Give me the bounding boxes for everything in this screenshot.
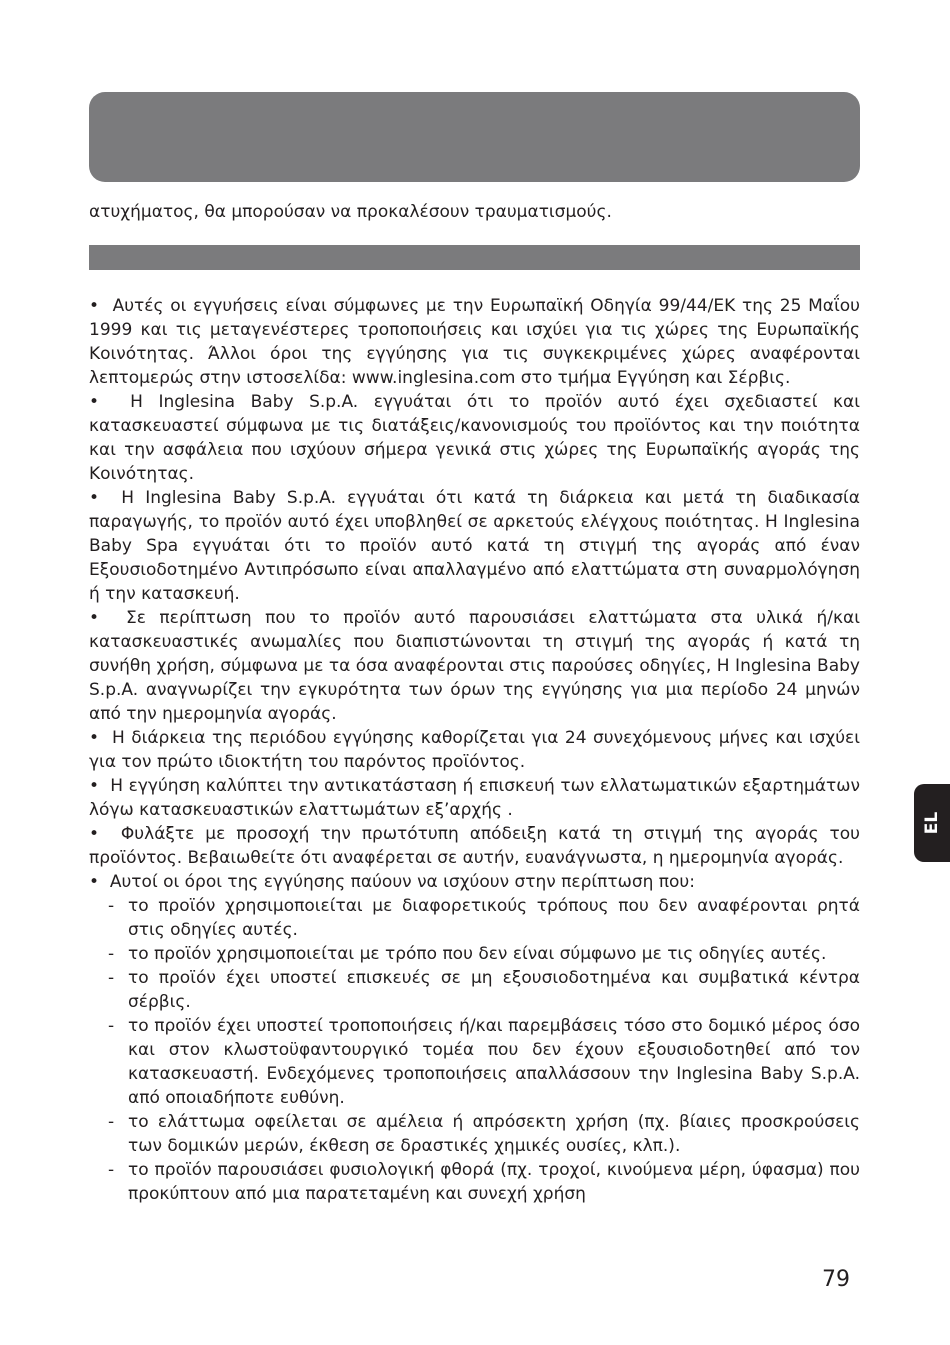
bullet-icon: • [89, 824, 100, 844]
list-item-text: το προϊόν έχει υποστεί επισκευές σε μη εξουσιοδοτημένα και συμβατικά κέντρα σέρβις. [128, 968, 860, 1012]
list-item [89, 894, 860, 942]
paragraph-text: Αυτοί οι όροι της εγγύησης παύουν να ισχύουν στην περίπτωση που: [109, 872, 695, 892]
dash-icon: - [108, 896, 115, 916]
bullet-icon: • [89, 608, 100, 628]
intro-text: ατυχήματος, θα μπορούσαν να προκαλέσουν τραυματισμούς. [89, 202, 612, 222]
paragraph-text: Η διάρκεια της περιόδου εγγύησης καθορίζεται για 24 συνεχόμενους μήνες και ισχύει για τον πρώτο ιδιοκτήτη του παρόντος προϊόντος. [89, 728, 860, 772]
list-item [89, 1158, 860, 1206]
exclusions-list [89, 894, 860, 1206]
warranty-content [89, 294, 860, 1206]
list-item-text: το προϊόν χρησιμοποιείται με διαφορετικούς τρόπους που δεν αναφέρονται ρητά στις οδηγίες αυτές. [128, 896, 860, 940]
list-item [89, 1014, 860, 1110]
paragraph [89, 390, 860, 486]
paragraph [89, 606, 860, 726]
list-item-text: το ελάττωμα οφείλεται σε αμέλεια ή απρόσεκτη χρήση (πχ. βίαιες προσκρούσεις των δομικών μερών, έκθεση σε δραστικές χημικές ουσίες, κλπ.). [128, 1112, 860, 1156]
language-tab-label: EL [921, 811, 942, 835]
paragraph [89, 294, 860, 390]
bullet-icon: • [89, 728, 100, 748]
list-item [89, 1110, 860, 1158]
paragraph-text: Αυτές οι εγγυήσεις είναι σύμφωνες με την Ευρωπαϊκή Οδηγία 99/44/ΕΚ της 25 Μαΐου 1999 και τις μεταγενέστερες τροποποιήσεις και ισχύει για τις χώρες της Ευρωπαϊκής Κοινότητας. Άλλοι όροι της εγγύησης για τις συγκεκριμένες χώρες αναφέρονται λεπτομερώς στην ιστοσελίδα: www.inglesina.com στο τμήμα Εγγύηση και Σέρβις. [89, 296, 861, 388]
dash-icon: - [108, 1016, 115, 1036]
bullet-icon: • [89, 776, 100, 796]
bullet-icon: • [89, 296, 100, 316]
bullet-icon: • [89, 872, 100, 892]
paragraph [89, 486, 860, 606]
dash-icon: - [108, 944, 115, 964]
paragraph-text: Η Inglesina Baby S.p.A. εγγυάται ότι το προϊόν αυτό έχει σχεδιαστεί και κατασκευαστεί σύμφωνα με τις διατάξεις/κανονισμούς του προϊόντος και την ποιότητα και την ασφάλεια που ισχύουν σήμερα γενικά στις χώρες της Ευρωπαϊκής αγοράς της Κοινότητας. [89, 392, 860, 484]
page-number: 79 [822, 1267, 850, 1292]
language-tab [914, 784, 950, 862]
paragraph [89, 774, 860, 822]
list-item-text: το προϊόν παρουσιάσει φυσιολογική φθορά (πχ. τροχοί, κινούμενα μέρη, ύφασμα) που προκύπτουν από μια παρατεταμένη και συνεχή χρήση [128, 1160, 860, 1204]
bullet-icon: • [89, 392, 100, 412]
paragraph [89, 726, 860, 774]
paragraph-text: Σε περίπτωση που το προϊόν αυτό παρουσιάσει ελαττώματα στα υλικά ή/και κατασκευαστικές ανωμαλίες που διαπιστώνονται τη στιγμή της αγοράς ή κατά τη συνήθη χρήση, σύμφωνα με τα όσα αναφέρονται στις παρούσες οδηγίες, Η Inglesina Baby S.p.A. αναγνωρίζει την εγκυρότητα των όρων της εγγύησης για μια περίοδο 24 μηνών από την ημερομηνία αγοράς. [89, 608, 860, 724]
list-item-text: το προϊόν χρησιμοποιείται με τρόπο που δεν είναι σύμφωνο με τις οδηγίες αυτές. [128, 944, 827, 964]
dash-icon: - [108, 968, 115, 988]
bullet-icon: • [89, 488, 100, 508]
list-item [89, 966, 860, 1014]
paragraph [89, 822, 860, 870]
paragraph-text: Η Inglesina Baby S.p.A. εγγυάται ότι κατά τη διάρκεια και μετά τη διαδικασία παραγωγής, το προϊόν αυτό έχει υποβληθεί σε αρκετούς ελέγχους ποιότητας. Η Inglesina Baby Spa εγγυάται ότι το προϊόν αυτό κατά τη στιγμή της αγοράς από έναν Εξουσιοδοτημένο Αντιπρόσωπο είναι απαλλαγμένο από ελαττώματα στη συναρμολόγηση ή την κατασκευή. [89, 488, 860, 604]
paragraph [89, 870, 860, 894]
paragraph-text: Η εγγύηση καλύπτει την αντικατάσταση ή επισκευή των ελλατωματικών εξαρτημάτων λόγω κατασκευαστικών ελαττωμάτων εξ’αρχής . [89, 776, 861, 820]
section-heading-bar [89, 245, 860, 270]
header-banner [89, 92, 860, 182]
paragraph-text: Φυλάξτε με προσοχή την πρωτότυπη απόδειξη κατά τη στιγμή της αγοράς του προϊόντος. Βεβαιωθείτε ότι αναφέρεται σε αυτήν, ευανάγνωστα, η ημερομηνία αγοράς. [89, 824, 860, 868]
list-item [89, 942, 860, 966]
dash-icon: - [108, 1160, 115, 1180]
list-item-text: το προϊόν έχει υποστεί τροποποιήσεις ή/και παρεμβάσεις τόσο στο δομικό μέρος όσο και στον κλωστοϋφαντουργικό τομέα που δεν έχουν εξουσιοδοτηθεί από τον κατασκευαστή. Ενδεχόμενες τροποποιήσεις απαλλάσσουν την Inglesina Baby S.p.A. από οποιαδήποτε ευθύνη. [128, 1016, 860, 1108]
dash-icon: - [108, 1112, 115, 1132]
